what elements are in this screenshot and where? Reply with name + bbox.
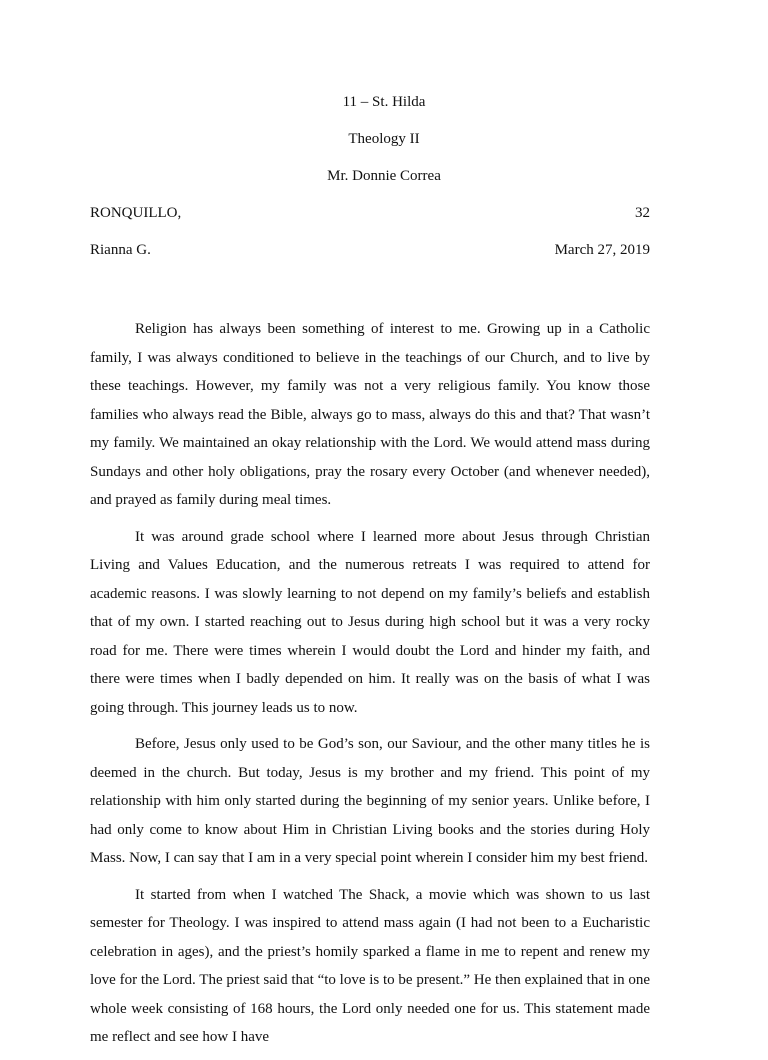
essay-body [90,315,650,1060]
paragraph: Religion has always been something of interest to me. Growing up in a Catholic family, I was always conditioned to believe in the teachings of our Church, and to live by these teachings. However, my family was not a very religious family. You know those families who always read the Bible, always go to mass, always do this and that? That wasn’t my family. We maintained an okay relationship with the Lord. We would attend mass during Sundays and other holy obligations, pray the rosary every October (and whenever needed), and prayed as family during meal times. [90,321,650,508]
student-given-name: Rianna G. [90,242,151,258]
paragraph: It was around grade school where I learned more about Jesus through Christian Living and Values Education, and the numerous retreats I was required to attend for academic reasons. I was slowly learning to not depend on my family’s beliefs and establish that of my own. I started reaching out to Jesus during high school but it was a very rocky road for me. There were times wherein I would doubt the Lord and hinder my faith, and there were times when I badly depended on him. It really was on the basis of what I was going through. This journey leads us to now. [90,528,650,716]
student-surname: RONQUILLO, [90,205,182,221]
section-heading: 11 – St. Hilda [342,94,426,110]
student-number: 32 [635,205,650,221]
student-row-1 [90,203,650,223]
student-row-2 [90,240,650,260]
submission-date: March 27, 2019 [554,242,650,258]
paragraph: Before, Jesus only used to be God’s son, our Saviour, and the other many titles he is deemed in the church. But today, Jesus is my brother and my friend. This point of my relationship with him only started during the beginning of my senior years. Unlike before, I had only come to know about Him in Christian Living books and the stories during Holy Mass. Now, I can say that I am in a very special point wherein I consider him my best friend. [90,736,650,866]
paragraph: It started from when I watched The Shack, a movie which was shown to us last semester for Theology. I was inspired to attend mass again (I had not been to a Eucharistic celebration in ages), and the priest’s homily sparked a flame in me to repent and renew my love for the Lord. The priest said that “to love is to be present.” He then explained that in one whole week consisting of 168 hours, the Lord only needed one for us. This statement made me reflect and see how I have [90,886,650,1045]
teacher-heading: Mr. Donnie Correa [327,168,441,184]
subject-heading: Theology II [348,131,420,147]
